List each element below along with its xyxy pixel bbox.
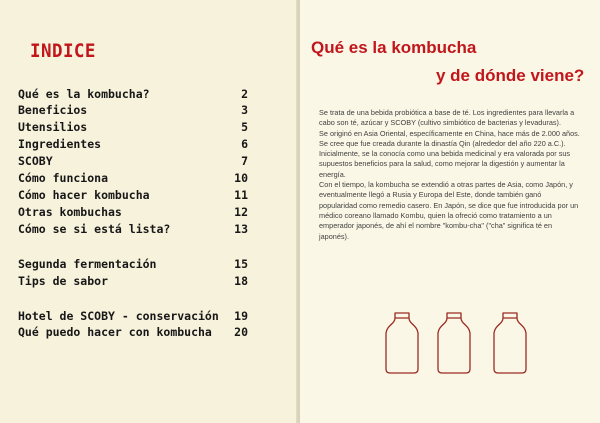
toc-entry-label: Segunda fermentación [18, 257, 157, 271]
toc-entry-page: 13 [234, 222, 248, 236]
toc-entry-label: Cómo hacer kombucha [18, 188, 150, 202]
toc-entry-label: SCOBY [18, 154, 53, 168]
toc-entry-page: 18 [234, 274, 248, 288]
article-body [319, 108, 581, 242]
toc-entry-page: 7 [241, 154, 248, 168]
toc-entry-page: 5 [241, 120, 248, 134]
toc-entry-label: Utensilios [18, 120, 88, 134]
toc-entry-label: Ingredientes [18, 137, 102, 151]
toc-entry-page: 15 [234, 257, 248, 271]
index-title: INDICE [30, 40, 96, 62]
index-page [0, 0, 298, 423]
toc-entry-label: Tips de sabor [18, 274, 109, 288]
toc-entry-label: Cómo funciona [18, 171, 109, 185]
toc-entry-page: 19 [234, 309, 248, 323]
toc-entry-page: 11 [234, 188, 248, 202]
jar-icon [490, 311, 530, 375]
article-paragraph: Se originó en Asia Oriental, específicamente en China, hace más de 2.000 años. Se cree que fue creada durante la dinastía Qin (alrededor del año 220 a.C.). Inicialmente, se la conocía como una bebida medicinal y era valorada por sus supuestos beneficios para la salud, como mejorar la digestión y aumentar la energía. [319, 128, 580, 179]
article-paragraph: Se trata de una bebida probiótica a base de té. Los ingredientes para llevarla a cabo son té, azúcar y SCOBY (cultivo simbiótico de bacterias y levaduras). [319, 108, 575, 128]
toc-entry-label: Qué es la kombucha? [18, 87, 150, 101]
article-heading-line-1: Qué es la kombucha [311, 38, 477, 57]
toc-entry-page: 20 [234, 325, 248, 339]
toc-entry-page: 12 [234, 205, 248, 219]
toc-entry-page: 3 [241, 103, 248, 117]
article-heading-line-2: y de dónde viene? [436, 66, 585, 85]
toc-entry-label: Beneficios [18, 103, 88, 117]
article-paragraph: Con el tiempo, la kombucha se extendió a otras partes de Asia, como Japón, y eventualmente llegó a Rusia y Europa del Este, donde también ganó popularidad como remedio casero. En Japón, se dice que fue introducida por un médico coreano llamado Kombu, quien la ofreció como tratamiento a un emperador japonés, de ahí el nombre "kombu-cha" ("cha" significa té en japonés). [319, 180, 579, 241]
toc-entry-label: Otras kombuchas [18, 205, 122, 219]
toc-entry-label: Cómo se si está lista? [18, 222, 171, 236]
toc-entry-page: 10 [234, 171, 248, 185]
toc-entry-page: 2 [241, 87, 248, 101]
toc-entry-page: 6 [241, 137, 248, 151]
jar-icon [382, 311, 422, 375]
toc-entry-label: Qué puedo hacer con kombucha [18, 325, 212, 339]
toc-entry-label: Hotel de SCOBY - conservación [18, 309, 219, 323]
jar-icon [434, 311, 474, 375]
